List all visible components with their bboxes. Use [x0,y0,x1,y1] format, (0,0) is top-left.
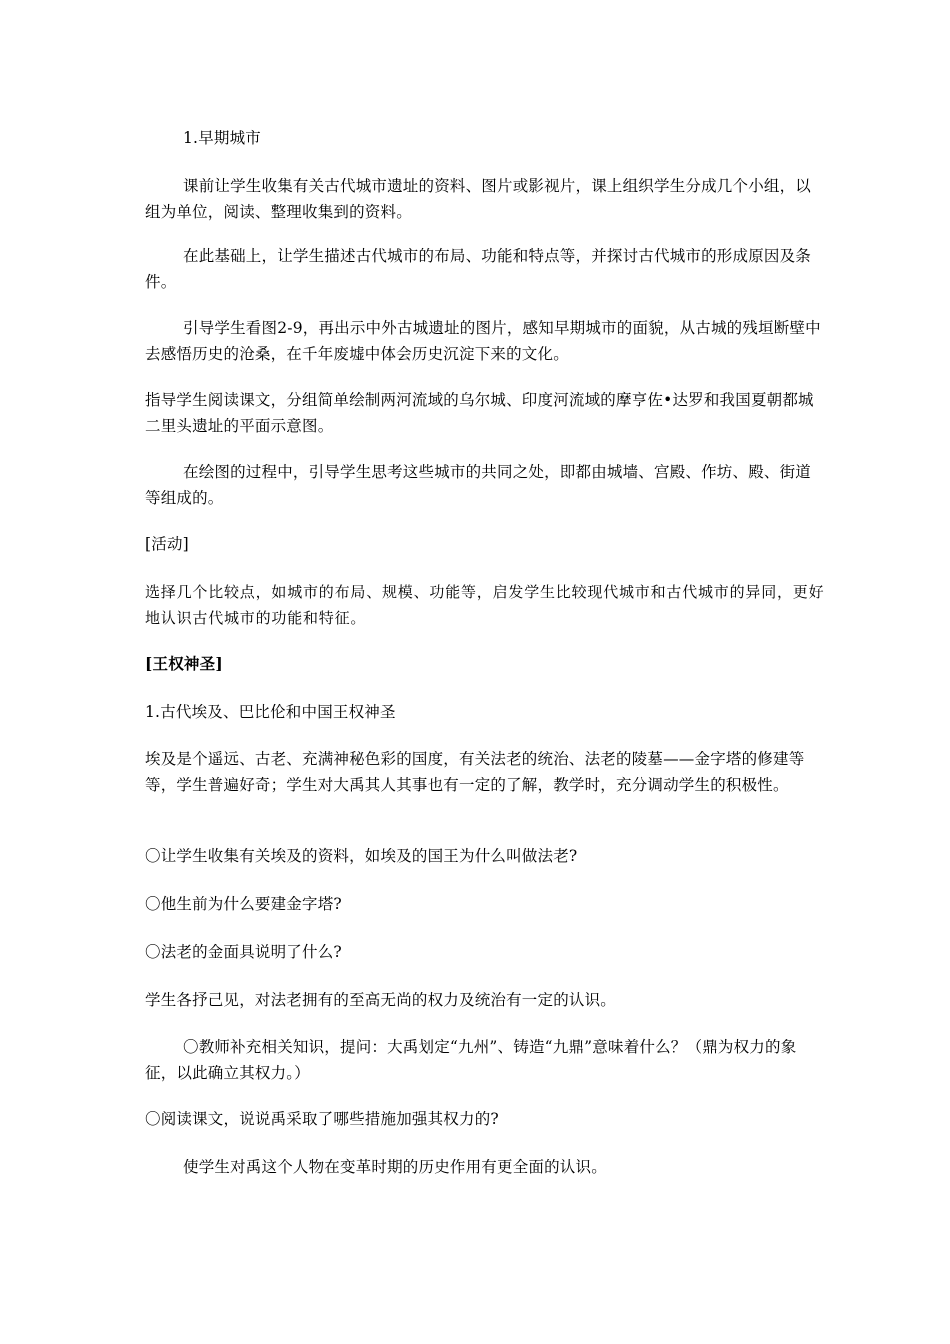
paragraph-draw-maps: 指导学生阅读课文，分组简单绘制两河流域的乌尔城、印度河流域的摩亨佐•达罗和我国夏朝都城二里头遗址的平面示意图。 [145,391,814,435]
heading-egypt-babylon-china: 1.古代埃及、巴比伦和中国王权神圣 [145,703,396,721]
paragraph-common-features: 在绘图的过程中，引导学生思考这些城市的共同之处，即都由城墙、宫殿、作坊、殿、街道等组成的。 [145,463,812,507]
paragraph-view-figure: 引导学生看图2-9，再出示中外古城遗址的图片，感知早期城市的面貌，从古城的残垣断壁中去感悟历史的沧桑，在千年废墟中体会历史沉淀下来的文化。 [145,319,821,363]
heading-divine-kingship: [王权神圣] [145,654,223,673]
paragraph-egypt-intro: 埃及是个遥远、古老、充满神秘色彩的国度，有关法老的统治、法老的陵墓——金字塔的修建等等，学生普遍好奇；学生对大禹其人其事也有一定的了解，教学时，充分调动学生的积极性。 [145,750,805,794]
heading-early-cities: 1.早期城市 [183,129,261,147]
paragraph-students-opinions: 学生各抒己见，对法老拥有的至高无尚的权力及统治有一定的认识。 [145,991,617,1009]
question-pyramid: 〇他生前为什么要建金字塔? [145,895,342,913]
question-nine-provinces: 〇教师补充相关知识，提问：大禹划定“九州”、铸造“九鼎”意味着什么？（鼎为权力的象征，以此确立其权力。） [145,1038,797,1082]
paragraph-collect-materials: 课前让学生收集有关古代城市遗址的资料、图片或影视片，课上组织学生分成几个小组，以组为单位，阅读、整理收集到的资料。 [145,177,812,221]
paragraph-yu-role: 使学生对禹这个人物在变革时期的历史作用有更全面的认识。 [183,1158,607,1176]
heading-activity: [活动] [145,535,189,553]
paragraph-activity-compare: 选择几个比较点，如城市的布局、规模、功能等，启发学生比较现代城市和古代城市的异同，更好地认识古代城市的功能和特征。 [145,583,825,627]
paragraph-describe-cities: 在此基础上，让学生描述古代城市的布局、功能和特点等，并探讨古代城市的形成原因及条件。 [145,247,812,291]
question-golden-mask: 〇法老的金面具说明了什么? [145,943,342,961]
question-pharaoh-name: 〇让学生收集有关埃及的资料，如埃及的国王为什么叫做法老? [145,847,578,865]
question-yu-measures: 〇阅读课文，说说禹采取了哪些措施加强其权力的? [145,1110,499,1128]
